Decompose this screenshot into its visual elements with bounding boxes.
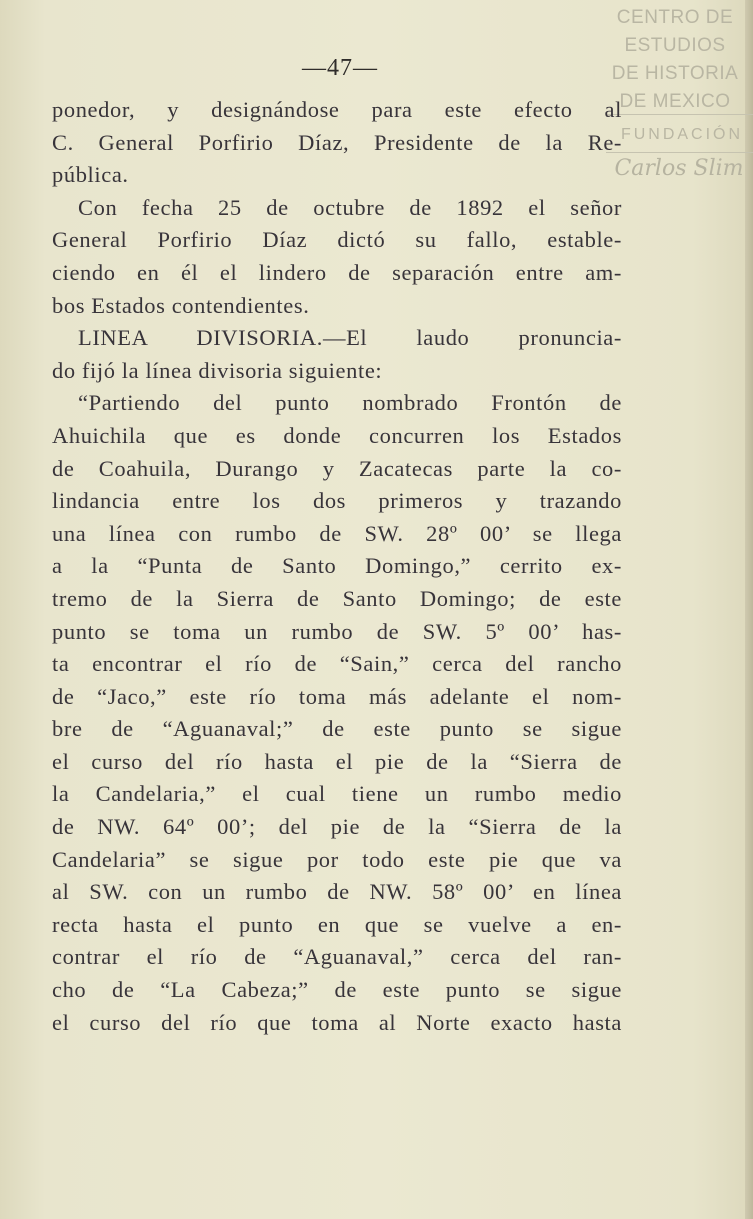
text-line: el curso del río hasta el pie de la “Sierra de	[52, 748, 622, 774]
text-line: ponedor, y designándose para este efecto al	[52, 97, 622, 122]
body-text	[52, 94, 622, 1039]
text-line: bos Estados contendientes.	[52, 292, 310, 318]
page-edge	[745, 0, 753, 1219]
watermark-signature: Carlos Slim	[614, 156, 744, 181]
section-heading-line: LINEA DIVISORIA.—El laudo pronuncia-	[78, 325, 622, 351]
text-line: de “Jaco,” este río toma más adelante el nom-	[52, 683, 622, 709]
text-line: de Coahuila, Durango y Zacatecas parte la co-	[52, 455, 622, 481]
text-line: el curso del río que toma al Norte exacto hasta	[52, 1009, 622, 1035]
text-line: General Porfirio Díaz dictó su fallo, estable-	[52, 227, 622, 253]
text-line: C. General Porfirio Díaz, Presidente de la Re-	[52, 129, 622, 155]
text-line: lindancia entre los dos primeros y trazando	[52, 488, 622, 514]
text-line: ciendo en él el lindero de separación entre am-	[52, 259, 622, 285]
watermark-rule	[606, 114, 753, 115]
text-line: ta encontrar el río de “Sain,” cerca del rancho	[52, 651, 622, 677]
watermark-line: ESTUDIOS	[624, 35, 726, 56]
text-line: al SW. con un rumbo de NW. 58º 00’ en línea	[52, 879, 622, 905]
watermark-rule	[606, 152, 753, 153]
watermark-line: DE HISTORIA	[611, 63, 739, 84]
text-line: una línea con rumbo de SW. 28º 00’ se llega	[52, 520, 622, 546]
text-line: de NW. 64º 00’; del pie de la “Sierra de la	[52, 814, 622, 840]
text-line: cho de “La Cabeza;” de este punto se sigue	[52, 977, 622, 1003]
watermark-line: CENTRO DE	[616, 7, 734, 28]
text-line: punto se toma un rumbo de SW. 5º 00’ has-	[52, 618, 622, 644]
text-line: Ahuichila que es donde concurren los Estados	[52, 422, 622, 448]
text-line: bre de “Aguanaval;” de este punto se sigue	[52, 716, 622, 742]
text-line: la Candelaria,” el cual tiene un rumbo medio	[52, 781, 622, 807]
page-number: —47—	[302, 55, 378, 81]
text-line: Candelaria” se sigue por todo este pie que va	[52, 846, 622, 872]
text-line: “Partiendo del punto nombrado Frontón de	[78, 390, 622, 416]
watermark-foundation: FUNDACIÓN	[620, 126, 744, 143]
text-line: recta hasta el punto en que se vuelve a en-	[52, 911, 622, 937]
text-line: a la “Punta de Santo Domingo,” cerrito ex-	[52, 553, 622, 579]
text-line: pública.	[52, 162, 129, 188]
text-line: do fijó la línea divisoria siguiente:	[52, 357, 383, 383]
text-line: contrar el río de “Aguanaval,” cerca del ran-	[52, 944, 622, 970]
watermark-line: DE MEXICO	[619, 91, 731, 112]
text-line: Con fecha 25 de octubre de 1892 el señor	[78, 194, 622, 220]
text-line: tremo de la Sierra de Santo Domingo; de este	[52, 585, 622, 611]
